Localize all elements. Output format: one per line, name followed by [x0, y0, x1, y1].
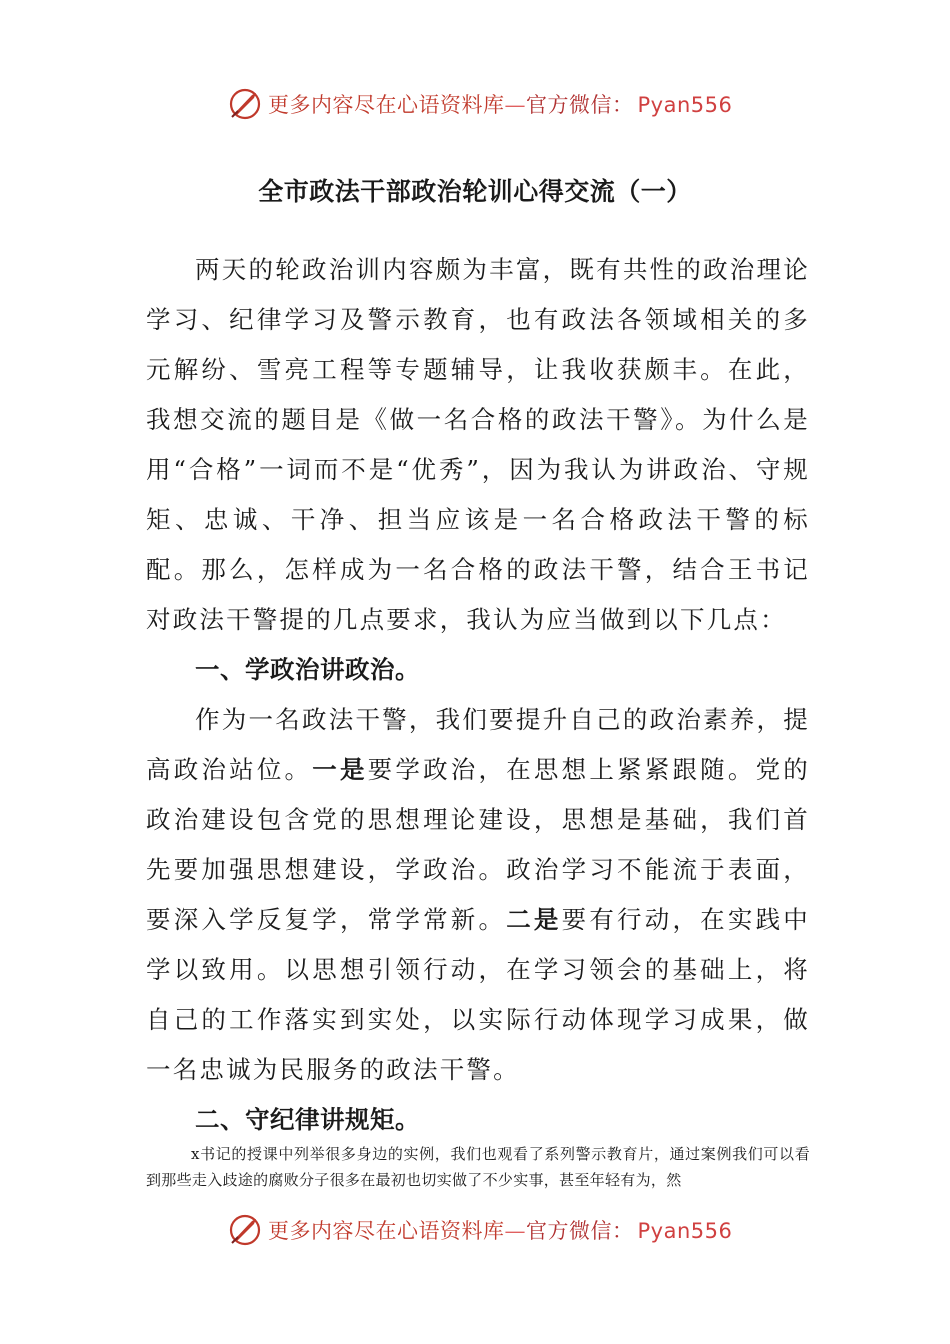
section-2-paragraph: x书记的授课中列举很多身边的实例，我们也观看了系列警示教育片，通过案例我们可以看到那些走入歧途的腐败分子很多在最初也切实做了不少实事，甚至年轻有为，然 — [146, 1145, 810, 1189]
intro-paragraph: 两天的轮政治训内容颇为丰富，既有共性的政治理论学习、纪律学习及警示教育，也有政法各领域相关的多元解纷、雪亮工程等专题辅导，让我收获颇丰。在此，我想交流的题目是《做一名合格的政法干警》。为什么是用“合格”一词而不是“优秀”，因为我认为讲政治、守规矩、忠诚、干净、担当应该是一名合格政法干警的标配。那么，怎样成为一名合格的政法干警，结合王书记对政法干警提的几点要求，我认为应当做到以下几点： — [146, 255, 810, 634]
quill-logo-icon — [228, 1213, 262, 1247]
document-title: 全市政法干部政治轮训心得交流（一） — [258, 177, 692, 206]
point-one-label: 一是 — [312, 755, 368, 784]
section-1-paragraph: 作为一名政法干警，我们要提升自己的政治素养，提高政治站位。一是要学政治，在思想上紧紧跟随。党的政治建设包含党的思想理论建设，思想是基础，我们首先要加强思想建设，学政治。政治学习不能流于表面，要深入学反复学，常学常新。二是要有行动，在实践中学以致用。以思想引领行动，在学习领会的基础上，将自己的工作落实到实处，以实际行动体现学习成果，做一名忠诚为民服务的政法干警。 — [146, 705, 810, 1084]
section-heading-2: 二、守纪律讲规矩。 — [195, 1105, 420, 1134]
watermark-text: 更多内容尽在心语资料库—官方微信： Pyan556 — [268, 1219, 733, 1243]
watermark-text: 更多内容尽在心语资料库—官方微信： Pyan556 — [268, 93, 733, 117]
section-heading-1: 一、学政治讲政治。 — [195, 655, 420, 684]
watermark-header — [228, 84, 732, 124]
quill-logo-icon — [228, 87, 262, 121]
watermark-footer — [228, 1210, 732, 1250]
point-two-label: 二是 — [506, 905, 562, 934]
document-body — [146, 245, 810, 1145]
